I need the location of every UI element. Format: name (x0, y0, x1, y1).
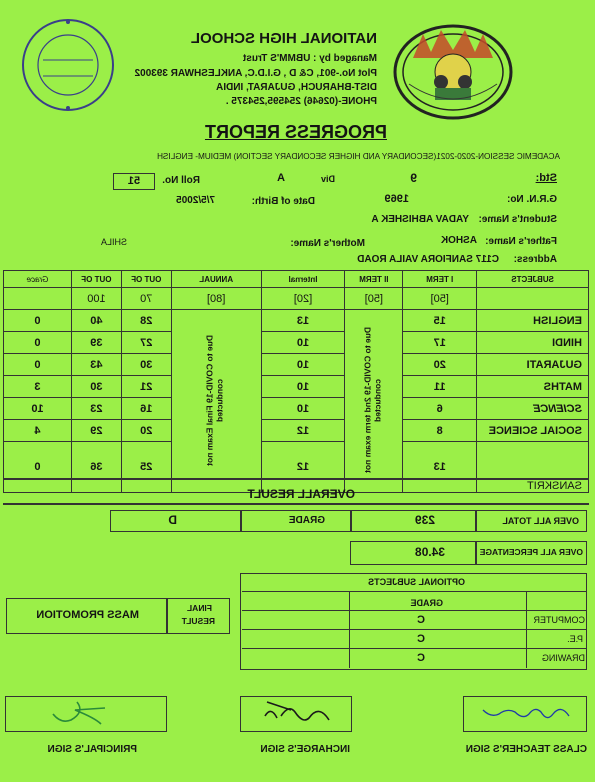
grace-cell: 0 (4, 442, 72, 493)
report-title: PROGRESS REPORT (204, 122, 387, 142)
grade-label: GRADE (288, 515, 325, 526)
subject-cell: MATHS (477, 376, 589, 398)
incharge-sign-label: INCHARGE'S SIGN (260, 744, 350, 755)
table-row (4, 376, 589, 398)
header-ii-term: II TERM (345, 271, 403, 288)
out-of-100-cell: 29 (71, 420, 121, 442)
table-row (4, 354, 589, 376)
term1-cell: 15 (403, 310, 477, 332)
dob-value: 7/5/2005 (176, 195, 215, 206)
subject-cell: GUJARATI (477, 354, 589, 376)
out-of-100-cell: 40 (71, 310, 121, 332)
max-cell: [20] (261, 288, 345, 310)
subject-cell: SOCIAL SCIENCE (477, 420, 589, 442)
incharge-signature (257, 698, 337, 728)
optional-grade: C (417, 633, 425, 645)
principal-sign-label: PRINCIPAL'S SIGN (47, 744, 137, 755)
overall-total-value: 239 (414, 513, 435, 527)
out-of-100-cell: 30 (71, 376, 121, 398)
table-row (4, 442, 589, 493)
overall-percentage-value: 34.08 (414, 545, 445, 559)
max-marks-row (4, 288, 589, 310)
optional-subject: P.E. (567, 634, 583, 644)
term1-cell: 20 (403, 354, 477, 376)
session-line: ACADEMIC SESSION-2020-2021(SECONDARY AND HIGHER SECONDARY SECTION) MEDIUM- ENGLISH (157, 152, 560, 161)
max-cell: [50] (403, 288, 477, 310)
term1-cell: 11 (403, 376, 477, 398)
address-line-1: Plot No.-901, C& D , G.I.D.C, ANKLESHWAR 393002 (134, 68, 377, 79)
mother-name-value: SHILA (100, 237, 127, 247)
annual-note: Due to COVID-19 Final Exam not conducted (204, 334, 225, 466)
std-label: Std: (535, 172, 557, 184)
max-cell (4, 288, 72, 310)
out-of-70-cell: 25 (121, 442, 171, 493)
header-grace: Grace (4, 271, 72, 288)
final-result-label-1: FINAL (186, 603, 212, 613)
father-name-value: ASHOK (440, 235, 477, 246)
mother-name-label: Mother's Name: (290, 238, 365, 249)
out-of-100-cell: 36 (71, 442, 121, 493)
principal-signature (45, 698, 115, 728)
internal-cell: 10 (261, 354, 345, 376)
dob-label: Date of Birth: (251, 196, 315, 207)
internal-cell: 13 (261, 310, 345, 332)
header-i-term: I TERM (403, 271, 477, 288)
class-teacher-sign-label: CLASS TEACHER'S SIGN (465, 744, 587, 755)
annual-not-conducted-cell (171, 310, 261, 493)
max-cell (477, 288, 589, 310)
optional-col-rule (349, 591, 350, 668)
overall-total-label: OVER ALL TOTAL (502, 516, 579, 526)
max-cell: [50] (345, 288, 403, 310)
term1-cell: 8 (403, 420, 477, 442)
out-of-100-cell: 43 (71, 354, 121, 376)
table-row (4, 398, 589, 420)
internal-cell: 10 (261, 332, 345, 354)
subject-cell: SANSKRIT (477, 442, 589, 493)
optional-grade: C (417, 614, 425, 626)
std-value: 9 (410, 171, 417, 185)
optional-rule (242, 648, 587, 649)
subject-cell: HINDI (477, 332, 589, 354)
overall-total-value-box (350, 510, 477, 532)
managed-by: Managed by : UBMM'S Trust (242, 53, 377, 64)
optional-col-rule (526, 591, 527, 668)
table-row (4, 420, 589, 442)
optional-subject: COMPUTER (533, 615, 585, 625)
max-cell: [80] (171, 288, 261, 310)
out-of-70-cell: 20 (121, 420, 171, 442)
student-name-label: Student's Name: (478, 214, 557, 225)
address-value: C117 SANFIORA VAILA ROAD (357, 254, 499, 265)
term1-cell: 17 (403, 332, 477, 354)
term2-not-conducted-cell (345, 310, 403, 493)
out-of-70-cell: 30 (121, 354, 171, 376)
class-teacher-signature (475, 700, 575, 726)
subject-cell: SCIENCE (477, 398, 589, 420)
phone: PHONE-(02646) 254595,254375 . (225, 96, 377, 107)
out-of-70-cell: 28 (121, 310, 171, 332)
out-of-70-cell: 16 (121, 398, 171, 420)
optional-rule (242, 591, 587, 592)
overall-percentage-value-box (350, 541, 477, 565)
school-name: NATIONAL HIGH SCHOOL (190, 30, 377, 47)
grade-value: D (168, 513, 177, 527)
overall-divider (3, 478, 589, 480)
address-line-2: DIST-BHARUCH, GUJARAT, INDIA (216, 82, 377, 93)
header-out-of-70: OUT OF (121, 271, 171, 288)
optional-grade: C (417, 652, 425, 664)
grace-cell: 0 (4, 354, 72, 376)
optional-rule (242, 610, 587, 611)
table-row (4, 310, 589, 332)
term2-note: Due to COVID-19 2nd term exam not conducted (362, 327, 383, 473)
student-name-value: YADAV ABHISHEK A (371, 214, 469, 225)
final-result-value: MASS PROMOTION (36, 609, 139, 621)
internal-cell: 12 (261, 442, 345, 493)
table-row (4, 332, 589, 354)
grace-cell: 0 (4, 332, 72, 354)
grace-cell: 4 (4, 420, 72, 442)
grn-value: 1969 (384, 193, 409, 205)
school-logo (390, 22, 515, 122)
internal-cell: 10 (261, 376, 345, 398)
max-cell: 70 (121, 288, 171, 310)
final-result-label-2: RESULT (181, 616, 215, 626)
out-of-70-cell: 21 (121, 376, 171, 398)
school-stamp (19, 16, 117, 114)
overall-result-title: OVERALL RESULT (247, 487, 355, 501)
overall-percentage-label: OVER ALL PERCENTAGE (479, 547, 583, 557)
roll-label: Roll No. (162, 175, 200, 186)
div-label: Div (320, 174, 335, 184)
header-annual: ANNUAL (171, 271, 261, 288)
grn-label: G.R.N. No: (507, 194, 557, 205)
overall-divider (3, 503, 589, 505)
term1-cell: 6 (403, 398, 477, 420)
optional-subjects-title: OPTIONAL SUBJECTS (368, 577, 465, 587)
optional-grade-header: GRADE (410, 598, 443, 608)
optional-subject: DRAWING (541, 653, 585, 663)
header-internal: Internal (261, 271, 345, 288)
max-cell: 100 (71, 288, 121, 310)
grace-cell: 10 (4, 398, 72, 420)
grace-cell: 0 (4, 310, 72, 332)
optional-rule (242, 629, 587, 630)
term1-cell: 13 (403, 442, 477, 493)
out-of-100-cell: 39 (71, 332, 121, 354)
marks-table (3, 270, 589, 493)
div-value: A (277, 172, 285, 184)
internal-cell: 12 (261, 420, 345, 442)
out-of-70-cell: 27 (121, 332, 171, 354)
out-of-100-cell: 23 (71, 398, 121, 420)
header-row (4, 271, 589, 288)
roll-box: 51 (113, 173, 155, 190)
father-name-label: Father's Name: (485, 236, 557, 247)
internal-cell: 10 (261, 398, 345, 420)
header-subjects: SUBJECTS (477, 271, 589, 288)
header-out-of-100: OUT OF (71, 271, 121, 288)
grace-cell: 3 (4, 376, 72, 398)
subject-cell: ENGLISH (477, 310, 589, 332)
address-label: Address: (513, 254, 557, 265)
